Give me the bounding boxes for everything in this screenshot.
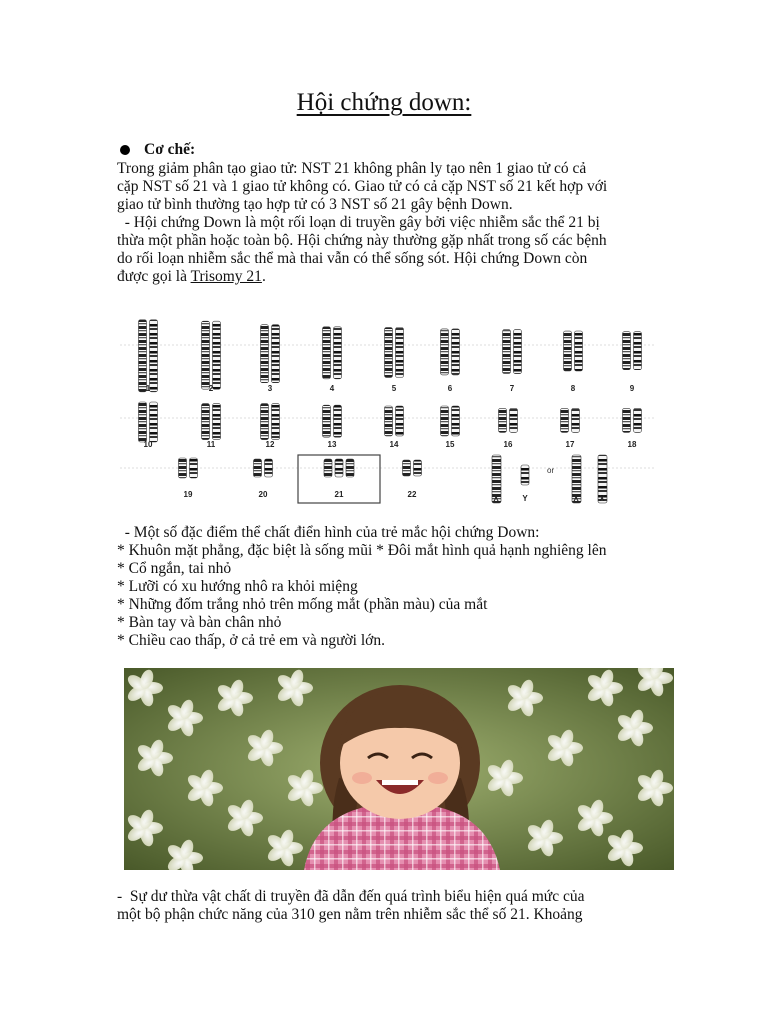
chromosome-labels — [144, 384, 637, 503]
chromosome-pair — [190, 458, 198, 478]
text-line: - Sự dư thừa vật chất di truyền đã dẫn đến quá trình biểu hiện quá mức của — [117, 888, 585, 905]
chromosome-label: 21 — [334, 490, 344, 499]
text-line: cặp NST số 21 và 1 giao tử không có. Giao tử có cả cặp NST số 21 kết hợp với — [117, 178, 608, 195]
list-item: * Chiều cao thấp, ở cả trẻ em và người lớn. — [117, 632, 385, 649]
chromosome-label: 1 — [145, 384, 151, 393]
chromosome-pair — [561, 408, 569, 432]
page-title: Hội chứng down: — [296, 89, 472, 116]
text-fragment: được gọi là — [117, 268, 191, 285]
chromosome-label: 15 — [445, 440, 455, 449]
chromosome-label: 4 — [329, 384, 335, 393]
or-label: or — [547, 466, 555, 475]
chromosome-label: 8 — [570, 384, 576, 393]
chromosome-label: 3 — [267, 384, 273, 393]
text-line: Trong giảm phân tạo giao tử: NST 21 không phân ly tạo nên 1 giao tử có cả — [117, 160, 587, 177]
chromosome-label: 16 — [503, 440, 513, 449]
chromosome-pair — [441, 406, 449, 436]
chromosome-pair — [510, 408, 518, 432]
chromosome-pair — [634, 408, 642, 432]
chromosome-label: 22 — [407, 490, 417, 499]
chromosome-label: 12 — [265, 440, 275, 449]
chromosome-pair — [139, 320, 147, 392]
chromosome-pair — [499, 408, 507, 432]
section-heading — [120, 141, 195, 159]
chromosome-pair — [202, 404, 210, 440]
chromosome-pair — [265, 459, 273, 477]
chromosome-pair — [634, 332, 642, 370]
chromosome-label: Y — [522, 494, 528, 503]
list-item: * Những đốm trắng nhỏ trên mống mắt (phần màu) của mắt — [117, 596, 488, 613]
chromosome-pair — [139, 402, 147, 442]
chromosome-pair — [150, 320, 158, 392]
chromosome-pair — [441, 329, 449, 375]
chromosome-pair — [572, 408, 580, 432]
chromosome-pair — [334, 405, 342, 437]
text-line: thừa một phần hoặc toàn bộ. Hội chứng này thường gặp nhất trong số các bệnh — [117, 232, 607, 249]
traits-intro: - Một số đặc điểm thể chất điển hình của trẻ mắc hội chứng Down: — [117, 524, 540, 541]
chromosome-pair — [385, 328, 393, 378]
chromosome-pair — [323, 327, 331, 379]
chromosome-pair — [334, 327, 342, 379]
chromosome-label: 13 — [327, 440, 337, 449]
chromosome-pair — [150, 402, 158, 442]
chromosome-label: 17 — [565, 440, 575, 449]
karyotype-diagram — [120, 305, 656, 505]
chromosome-label: 14 — [389, 440, 399, 449]
chromosome-pair — [452, 329, 460, 375]
chromosome-pair — [403, 460, 411, 476]
bullet-icon — [120, 145, 130, 155]
chromosome-label: 19 — [183, 490, 193, 499]
text-fragment: . — [261, 268, 266, 285]
chromosome-pair — [323, 405, 331, 437]
child-photo — [124, 668, 674, 870]
chromosome-label: 5 — [391, 384, 397, 393]
chromosome-label: 6 — [447, 384, 453, 393]
child-photo-illustration — [124, 668, 674, 870]
chromosomes — [139, 320, 642, 503]
chromosome-pair — [564, 331, 572, 371]
chromosome-label: 20 — [258, 490, 268, 499]
chromosome-pair — [261, 404, 269, 440]
chromosome-pair — [514, 330, 522, 374]
chromosome-pair — [503, 330, 511, 374]
chromosome-label: 11 — [206, 440, 216, 449]
chromosome-pair — [179, 458, 187, 478]
chromosome-label: X — [599, 494, 605, 503]
list-item: * Cổ ngắn, tai nhỏ — [117, 560, 232, 577]
list-item: * Bàn tay và bàn chân nhỏ — [117, 614, 282, 631]
chromosome-pair — [272, 404, 280, 440]
chromosome-trisomy — [335, 459, 343, 477]
chromosome-pair — [213, 321, 221, 389]
text-line: do rối loạn nhiễm sắc thể mà thai vẫn có thể sống sót. Hội chứng Down còn — [117, 250, 588, 267]
trisomy-link[interactable]: Trisomy 21 — [190, 268, 262, 285]
traits-list — [117, 524, 677, 650]
chromosome-trisomy — [324, 459, 332, 477]
chromosome-pair — [396, 406, 404, 436]
list-item: * Lưỡi có xu hướng nhô ra khỏi miệng — [117, 578, 358, 595]
chromosome-label: 10 — [143, 440, 153, 449]
chromosome-pair — [452, 406, 460, 436]
chromosome-pair — [254, 459, 262, 477]
chromosome-trisomy — [346, 459, 354, 477]
chromosome-pair — [396, 328, 404, 378]
paragraph-definition — [117, 214, 657, 286]
chromosome-pair — [202, 321, 210, 389]
chromosome-pair — [261, 325, 269, 383]
karyotype-image — [120, 305, 656, 505]
text-line — [117, 268, 657, 286]
chromosome-pair — [385, 406, 393, 436]
chromosome-pair — [272, 325, 280, 383]
text-line: - Hội chứng Down là một rối loạn di truyền gây bởi việc nhiễm sắc thể 21 bị — [117, 214, 600, 231]
chromosome-label: X — [573, 494, 579, 503]
chromosome-y — [521, 465, 529, 485]
chromosome-label: 2 — [208, 384, 214, 393]
chromosome-label: 9 — [629, 384, 635, 393]
chromosome-pair — [575, 331, 583, 371]
chromosome-pair — [213, 404, 221, 440]
chromosome-label: 18 — [627, 440, 637, 449]
chromosome-label: 7 — [509, 384, 515, 393]
section-heading-text: Cơ chế: — [144, 141, 196, 158]
text-line: giao tử bình thường tạo hợp tử có 3 NST số 21 gây bệnh Down. — [117, 196, 513, 213]
chromosome-pair — [623, 332, 631, 370]
chromosome-label: X — [493, 494, 499, 503]
chromosome-pair — [414, 460, 422, 476]
paragraph-mechanism — [117, 160, 657, 214]
paragraph-genes — [117, 888, 657, 924]
chromosome-pair — [623, 408, 631, 432]
text-line: một bộ phận chức năng của 310 gen nằm trên nhiễm sắc thể số 21. Khoảng — [117, 906, 583, 923]
list-item: * Khuôn mặt phẳng, đặc biệt là sống mũi * Đôi mắt hình quả hạnh nghiêng lên — [117, 542, 607, 559]
